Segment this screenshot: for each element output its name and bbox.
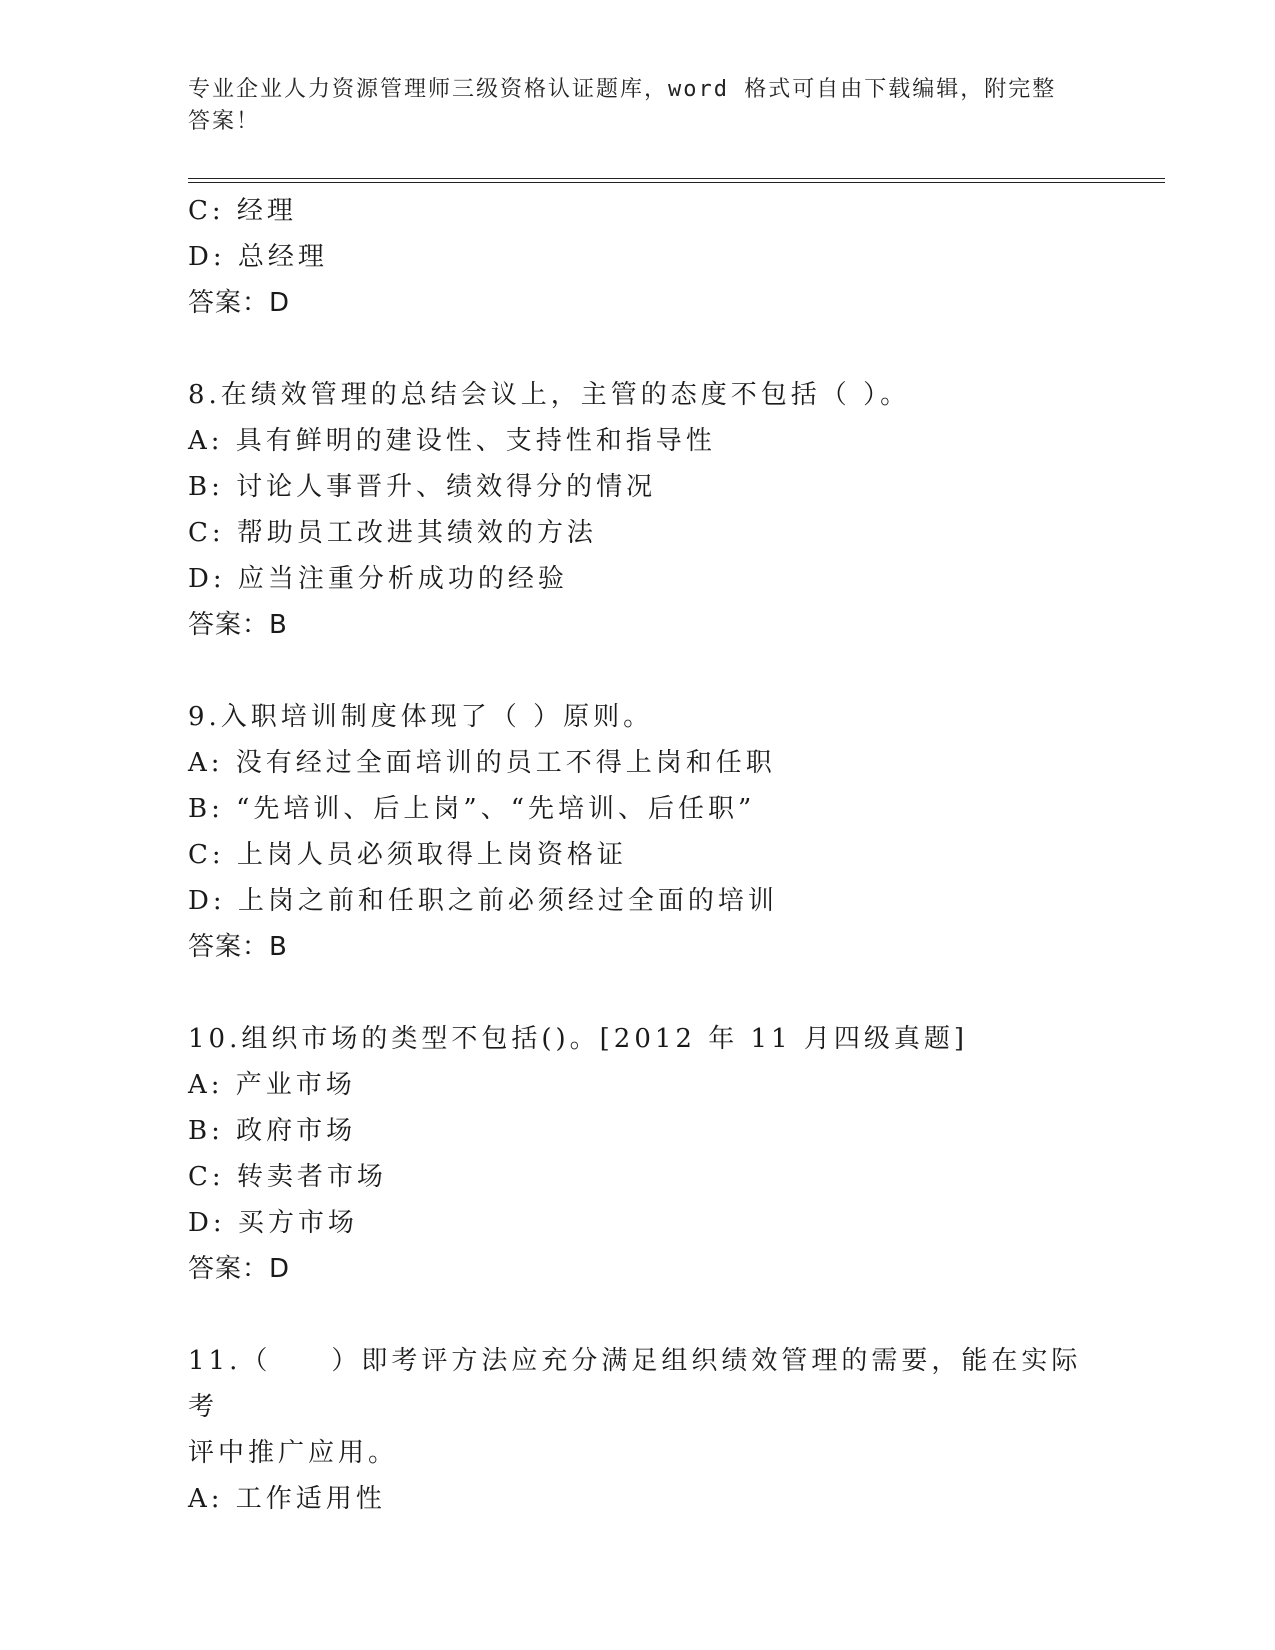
- page-header: [188, 74, 1088, 138]
- question-content: [188, 188, 1108, 1522]
- answer-line: 答案：B: [188, 932, 288, 962]
- header-line-2: 答案！: [188, 109, 261, 134]
- answer-line: 答案：D: [188, 288, 291, 318]
- header-line-1: 专业企业人力资源管理师三级资格认证题库，word 格式可自由下载编辑，附完整: [188, 77, 1057, 102]
- question-title-line-1: 11.（ ）即考评方法应充分满足组织绩效管理的需要，能在实际考: [188, 1346, 1082, 1422]
- option-b: B: 政府市场: [188, 1116, 357, 1146]
- option-a: A: 具有鲜明的建设性、支持性和指导性: [188, 426, 716, 456]
- question-title: 9.入职培训制度体现了（ ）原则。: [188, 702, 654, 732]
- option-d: D: 买方市场: [188, 1208, 358, 1238]
- question-7-continued: [188, 188, 1108, 326]
- question-9: [188, 694, 1108, 970]
- header-rule-top: [188, 178, 1165, 179]
- question-title-line-2: 评中推广应用。: [188, 1438, 399, 1468]
- spacer: [188, 970, 1108, 1016]
- spacer: [188, 1292, 1108, 1338]
- option-c: C: 转卖者市场: [188, 1162, 387, 1192]
- option-a: A: 没有经过全面培训的员工不得上岗和任职: [188, 748, 776, 778]
- option-c: C: 经理: [188, 196, 297, 226]
- header-rule-bottom: [188, 182, 1165, 183]
- spacer: [188, 648, 1108, 694]
- question-8: [188, 372, 1108, 648]
- answer-line: 答案：B: [188, 610, 288, 640]
- option-d: D: 总经理: [188, 242, 328, 272]
- option-b: B: “先培训、后上岗”、“先培训、后任职”: [188, 794, 756, 824]
- question-title: 8.在绩效管理的总结会议上，主管的态度不包括（ ）。: [188, 380, 911, 410]
- option-a: A: 产业市场: [188, 1070, 356, 1100]
- question-title: 10.组织市场的类型不包括()。[2012 年 11 月四级真题]: [188, 1024, 968, 1054]
- option-a: A: 工作适用性: [188, 1484, 386, 1514]
- spacer: [188, 326, 1108, 372]
- question-10: [188, 1016, 1108, 1292]
- option-c: C: 上岗人员必须取得上岗资格证: [188, 840, 627, 870]
- answer-line: 答案：D: [188, 1254, 291, 1284]
- option-d: D: 上岗之前和任职之前必须经过全面的培训: [188, 886, 778, 916]
- question-11: [188, 1338, 1108, 1522]
- option-b: B: 讨论人事晋升、绩效得分的情况: [188, 472, 657, 502]
- option-d: D: 应当注重分析成功的经验: [188, 564, 568, 594]
- option-c: C: 帮助员工改进其绩效的方法: [188, 518, 597, 548]
